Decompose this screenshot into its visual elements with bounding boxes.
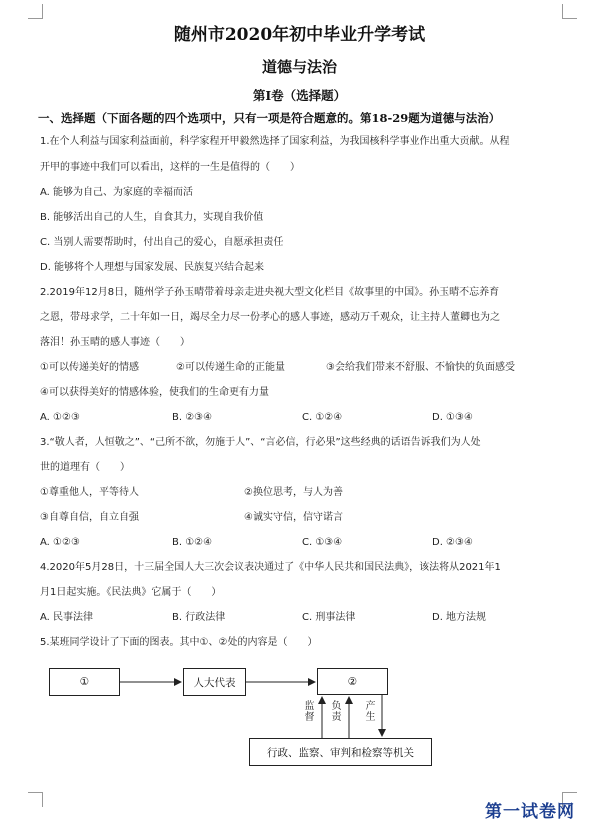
q4-choice-b: B. 行政法律 [172,612,226,623]
q1-option-b: B. 能够活出自己的人生，自食其力，实现自我价值 [40,212,264,223]
q3-choice-c: C. ①③④ [302,537,343,548]
q2-item-3: ③会给我们带来不舒服、不愉快的负面感受 [326,362,515,373]
q5-stem-line-1: 5.某班同学设计了下面的图表。其中①、②处的内容是（ ） [40,637,318,648]
q3-item-2: ②换位思考，与人为善 [244,487,343,498]
q2-choice-b: B. ②③④ [172,412,213,423]
diagram-box-1: ① [49,668,120,696]
label-supervise: 监督 [304,701,315,723]
q2-item-2: ②可以传递生命的正能量 [176,362,285,373]
q2-choice-c: C. ①②④ [302,412,343,423]
diagram-box-people-congress-deputies: 人大代表 [183,668,246,696]
section-heading: 一、选择题（下面各题的四个选项中，只有一项是符合题意的。第18-29题为道德与法治） [38,111,501,125]
q1-stem-line-2: 开甲的事迹中我们可以看出，这样的一生是值得的（ ） [40,162,300,173]
exam-title: 随州市2020年初中毕业升学考试 [173,25,426,45]
diagram-box-2: ② [317,668,388,695]
q1-option-c: C. 当别人需要帮助时，付出自己的爱心，自愿承担责任 [40,237,284,248]
q3-choice-a: A. ①②③ [40,537,80,548]
q4-choice-d: D. 地方法规 [432,612,487,623]
q2-choice-a: A. ①②③ [40,412,80,423]
q2-stem-line-1: 2.2019年12月8日，随州学子孙玉晴带着母亲走进央视大型文化栏目《故事里的中国》。孙玉晴不忘养育 [40,287,500,298]
q1-option-a: A. 能够为自己、为家庭的幸福而活 [40,187,194,198]
watermark-logo: 第一试卷网 [485,802,575,822]
q2-stem-line-3: 落泪！孙玉晴的感人事迹（ ） [40,337,190,348]
q3-choice-b: B. ①②④ [172,537,213,548]
label-responsible: 负责 [331,701,342,723]
volume-title: 第I卷（选择题） [252,88,347,103]
q2-item-1: ①可以传递美好的情感 [40,362,139,373]
q3-item-1: ①尊重他人，平等待人 [40,487,139,498]
subject-title: 道德与法治 [261,58,337,76]
q3-stem-line-2: 世的道理有（ ） [40,462,130,473]
q2-item-4: ④可以获得美好的情感体验，使我们的生命更有力量 [40,387,269,398]
q3-stem-line-1: 3.“敬人者，人恒敬之”、“己所不欲，勿施于人”、“言必信，行必果”这些经典的话语告诉我们为人处 [40,437,481,448]
q2-stem-line-2: 之恩，带母求学，二十年如一日，竭尽全力尽一份孝心的感人事迹，感动万千观众，让主持人董卿也为之 [40,312,500,323]
label-produce: 产生 [365,701,376,723]
q2-choice-d: D. ①③④ [432,412,473,423]
q3-item-4: ④诚实守信，信守诺言 [244,512,343,523]
q4-choice-c: C. 刑事法律 [302,612,356,623]
q1-option-d: D. 能够将个人理想与国家发展、民族复兴结合起来 [40,262,265,273]
diagram-box-state-organs: 行政、监察、审判和检察等机关 [249,738,432,766]
q3-choice-d: D. ②③④ [432,537,473,548]
q4-stem-line-1: 4.2020年5月28日，十三届全国人大三次会议表决通过了《中华人民共和国民法典》，该法将从2021年1 [40,562,501,573]
q4-choice-a: A. 民事法律 [40,612,94,623]
q1-stem-line-1: 1.在个人利益与国家利益面前，科学家程开甲毅然选择了国家利益，为我国核科学事业作出重大贡献。从程 [40,136,510,147]
q4-stem-line-2: 月1日起实施。《民法典》它属于（ ） [40,587,222,598]
q3-item-3: ③自尊自信，自立自强 [40,512,139,523]
